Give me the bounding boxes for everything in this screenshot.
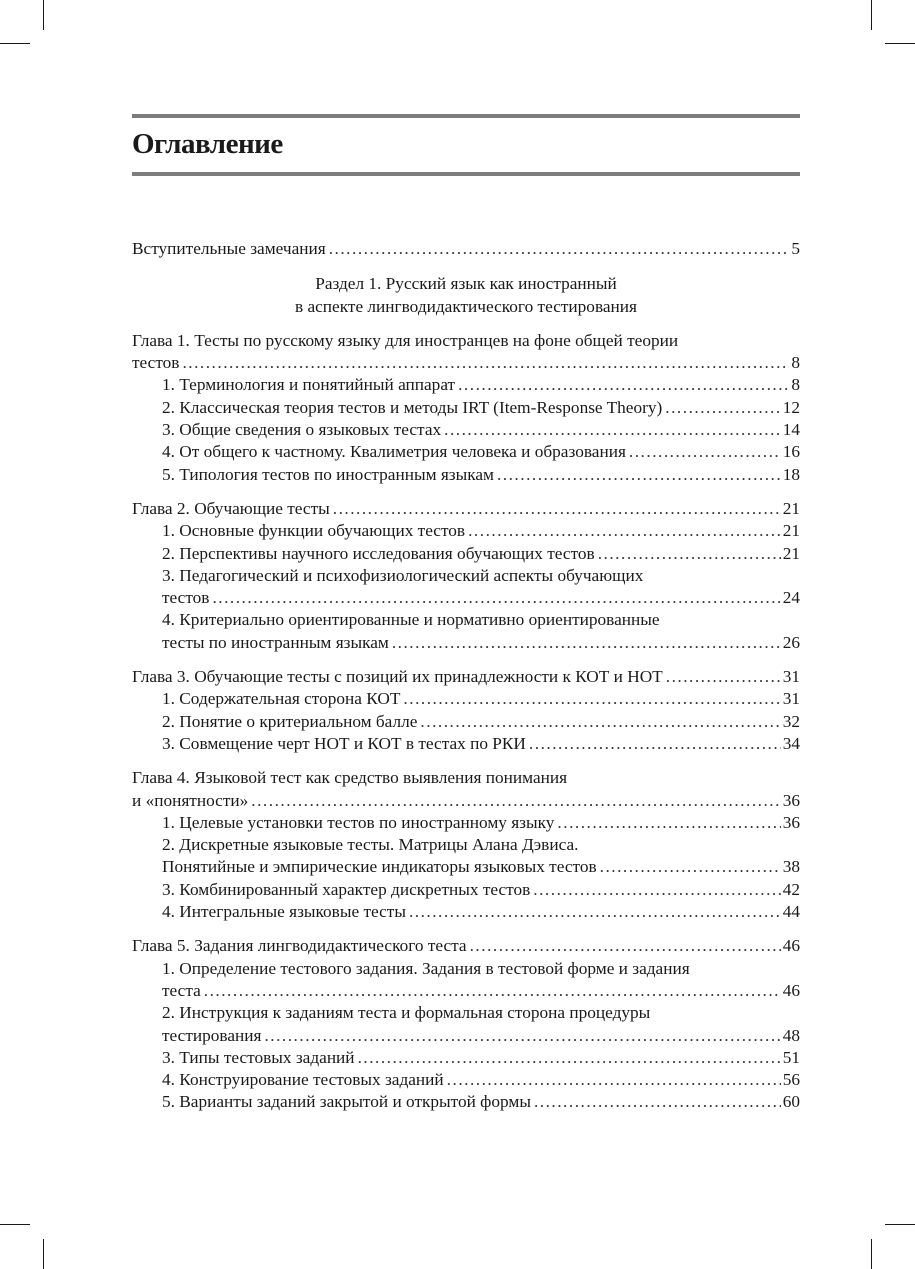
toc-entry-ch2-3-end[interactable] xyxy=(132,587,800,609)
leader-dots xyxy=(470,935,781,957)
leader-dots xyxy=(665,397,780,419)
toc-page-number: 36 xyxy=(782,812,800,832)
toc-entry-ch2-2[interactable] xyxy=(132,543,800,565)
toc-page-number: 36 xyxy=(782,790,800,810)
leader-dots xyxy=(333,498,781,520)
toc-entry-label: 3. Общие сведения о языковых тестах xyxy=(162,420,442,440)
toc-entry-label: 3. Комбинированный характер дискретных тестов xyxy=(162,879,531,899)
chapter-1-heading-end[interactable] xyxy=(132,352,800,374)
leader-dots xyxy=(204,980,781,1002)
toc-entry-ch4-1[interactable] xyxy=(132,812,800,834)
toc-entry-ch3-3[interactable] xyxy=(132,733,800,755)
toc-entry-label: 2. Понятие о критериальном балле xyxy=(162,711,418,731)
leader-dots xyxy=(420,711,780,733)
toc-entry-ch1-2[interactable] xyxy=(132,397,800,419)
leader-dots xyxy=(598,543,781,565)
toc-entry-label: тестов xyxy=(162,588,210,608)
toc-entry-label: Глава 2. Обучающие тесты xyxy=(132,498,330,518)
leader-dots xyxy=(403,688,780,710)
toc-entry-label: 3. Типы тестовых заданий xyxy=(162,1047,355,1067)
toc-entry-label: 3. Совмещение черт НОТ и КОТ в тестах по РКИ xyxy=(162,733,526,753)
leader-dots xyxy=(212,587,780,609)
leader-dots xyxy=(666,666,781,688)
toc-entry-ch1-1[interactable] xyxy=(132,374,800,396)
toc-page-number: 24 xyxy=(782,588,800,608)
toc-entry-label: тесты по иностранным языкам xyxy=(162,632,389,652)
section-heading-line: Раздел 1. Русский язык как иностранный xyxy=(315,274,617,294)
toc-page-number: 16 xyxy=(782,442,800,462)
title-rule-bottom xyxy=(132,172,800,176)
chapter-1-heading[interactable]: Глава 1. Тесты по русскому языку для иностранцев на фоне общей теории xyxy=(132,330,679,350)
toc-page-number: 38 xyxy=(782,857,800,877)
toc-entry-ch2-1[interactable] xyxy=(132,520,800,542)
toc-entry-ch4-2[interactable]: 2. Дискретные языковые тесты. Матрицы Алана Дэвиса. xyxy=(162,835,579,855)
toc-page-number: 21 xyxy=(782,498,800,518)
leader-dots xyxy=(264,1025,780,1047)
leader-dots xyxy=(251,790,780,812)
toc-entry-label: 5. Типология тестов по иностранным языкам xyxy=(162,464,494,484)
leader-dots xyxy=(529,733,781,755)
toc-entry-ch1-4[interactable] xyxy=(132,441,800,463)
toc-entry-ch5-4[interactable] xyxy=(132,1069,800,1091)
toc-entry-label: 1. Основные функции обучающих тестов xyxy=(162,521,466,541)
leader-dots xyxy=(468,520,781,542)
toc-page-number: 18 xyxy=(782,464,800,484)
toc-page-number: 12 xyxy=(782,397,800,417)
leader-dots xyxy=(557,812,780,834)
toc-entry-ch5-1-end[interactable] xyxy=(132,980,800,1002)
toc-entry-ch5-1[interactable]: 1. Определение тестового задания. Задания в тестовой форме и задания xyxy=(162,958,690,978)
toc-entry-ch2-4-end[interactable] xyxy=(132,632,800,654)
crop-mark xyxy=(885,1224,915,1225)
table-of-contents xyxy=(132,238,800,1114)
leader-dots xyxy=(629,441,781,463)
crop-mark xyxy=(0,43,30,44)
chapter-2-heading[interactable] xyxy=(132,498,800,520)
leader-dots xyxy=(533,879,780,901)
toc-entry-label: 1. Содержательная сторона КОТ xyxy=(162,689,401,709)
toc-page-number: 42 xyxy=(782,879,800,899)
leader-dots xyxy=(600,856,781,878)
toc-entry-label: тестирования xyxy=(162,1025,262,1045)
toc-entry-ch4-4[interactable] xyxy=(132,901,800,923)
leader-dots xyxy=(534,1091,781,1113)
toc-entry-label: теста xyxy=(162,980,201,1000)
leader-dots xyxy=(447,1069,781,1091)
crop-mark xyxy=(43,1239,44,1269)
chapter-3-heading[interactable] xyxy=(132,666,800,688)
toc-page-number: 44 xyxy=(782,902,800,922)
section-heading-line: в аспекте лингводидактического тестирования xyxy=(294,296,637,316)
toc-page-number: 21 xyxy=(782,521,800,541)
toc-page-number: 51 xyxy=(782,1047,800,1067)
toc-entry-ch2-4[interactable]: 4. Критериально ориентированные и нормативно ориентированные xyxy=(162,610,660,630)
leader-dots xyxy=(392,632,781,654)
toc-entry-ch4-2-end[interactable] xyxy=(132,856,800,878)
toc-page-number: 31 xyxy=(782,689,800,709)
page-title: Оглавление xyxy=(132,128,283,160)
toc-entry-ch1-5[interactable] xyxy=(132,464,800,486)
toc-entry-label: 4. От общего к частному. Квалиметрия человека и образования xyxy=(162,442,626,462)
toc-entry-ch5-2-end[interactable] xyxy=(132,1025,800,1047)
title-rule-top xyxy=(132,114,800,118)
toc-page-number: 32 xyxy=(782,711,800,731)
toc-page-number: 8 xyxy=(791,375,800,395)
toc-entry-label: 4. Конструирование тестовых заданий xyxy=(162,1070,444,1090)
crop-mark xyxy=(885,43,915,44)
chapter-4-heading[interactable]: Глава 4. Языковой тест как средство выявления понимания xyxy=(132,768,568,788)
leader-dots xyxy=(329,238,790,260)
leader-dots xyxy=(458,374,789,396)
toc-entry-ch5-2[interactable]: 2. Инструкция к заданиям теста и формальная сторона процедуры xyxy=(162,1003,651,1023)
toc-entry-label: Понятийные и эмпирические индикаторы языковых тестов xyxy=(162,857,597,877)
toc-page-number: 21 xyxy=(782,543,800,563)
toc-page-number: 14 xyxy=(782,420,800,440)
toc-page-number: 31 xyxy=(782,667,800,687)
crop-mark xyxy=(871,0,872,30)
toc-entry-label: 2. Перспективы научного исследования обучающих тестов xyxy=(162,543,595,563)
toc-entry-label: 4. Интегральные языковые тесты xyxy=(162,902,406,922)
toc-page-number: 34 xyxy=(782,733,800,753)
chapter-4-heading-end[interactable] xyxy=(132,790,800,812)
toc-entry-label: 1. Целевые установки тестов по иностранному языку xyxy=(162,812,555,832)
toc-entry-ch2-3[interactable]: 3. Педагогический и психофизиологический аспекты обучающих xyxy=(162,565,644,585)
crop-mark xyxy=(43,0,44,30)
toc-entry-ch3-1[interactable] xyxy=(132,688,800,710)
crop-mark xyxy=(871,1239,872,1269)
toc-page-number: 46 xyxy=(782,980,800,1000)
leader-dots xyxy=(409,901,781,923)
toc-entry-label: 2. Классическая теория тестов и методы IRT (Item-Response Theory) xyxy=(162,397,663,417)
leader-dots xyxy=(358,1047,781,1069)
leader-dots xyxy=(497,464,781,486)
toc-entry-ch5-5[interactable] xyxy=(132,1091,800,1113)
toc-entry-label: тестов xyxy=(132,353,180,373)
toc-page-number: 56 xyxy=(782,1070,800,1090)
toc-entry-label: 5. Варианты заданий закрытой и открытой формы xyxy=(162,1092,531,1112)
crop-mark xyxy=(0,1224,30,1225)
toc-entry-ch3-2[interactable] xyxy=(132,711,800,733)
toc-entry-label: и «понятности» xyxy=(132,790,249,810)
toc-entry-ch5-3[interactable] xyxy=(132,1047,800,1069)
toc-entry-label: 1. Терминология и понятийный аппарат xyxy=(162,375,456,395)
toc-entry-label: Глава 5. Задания лингводидактического теста xyxy=(132,936,467,956)
toc-page-number: 48 xyxy=(782,1025,800,1045)
leader-dots xyxy=(444,419,781,441)
section-heading xyxy=(132,273,800,318)
toc-entry-ch1-3[interactable] xyxy=(132,419,800,441)
toc-page-number: 60 xyxy=(782,1092,800,1112)
toc-entry-ch4-3[interactable] xyxy=(132,879,800,901)
toc-page-number: 8 xyxy=(791,353,800,373)
toc-entry-intro[interactable] xyxy=(132,238,800,260)
toc-entry-label: Вступительные замечания xyxy=(132,239,326,258)
toc-entry-label: Глава 3. Обучающие тесты с позиций их принадлежности к КОТ и НОТ xyxy=(132,667,663,687)
toc-page-number: 26 xyxy=(782,632,800,652)
leader-dots xyxy=(182,352,789,374)
toc-page-number: 46 xyxy=(782,936,800,956)
chapter-5-heading[interactable] xyxy=(132,935,800,957)
toc-page-number: 5 xyxy=(791,239,800,258)
